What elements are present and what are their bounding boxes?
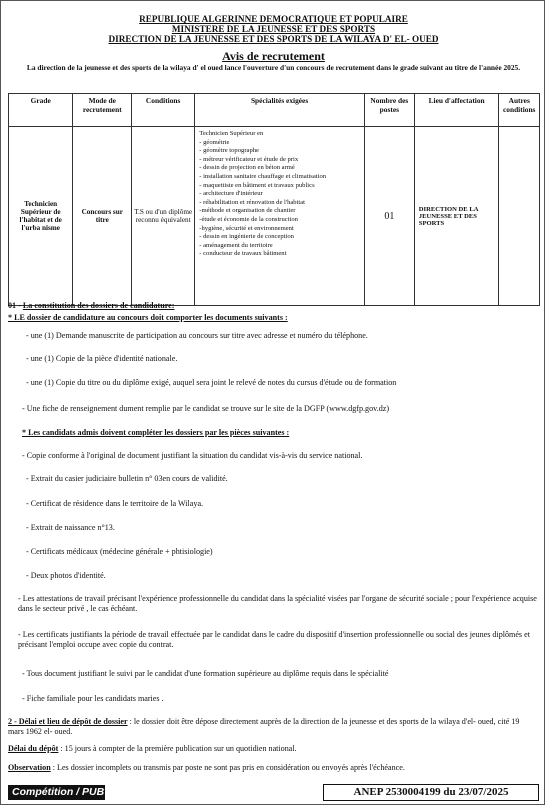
col-grade: Grade <box>9 94 73 127</box>
complement-item: - Deux photos d'identité. <box>26 571 106 580</box>
specialites-title: Technicien Supérieur en <box>199 130 264 137</box>
col-autres: Autres conditions <box>499 94 540 127</box>
header-direction: DIRECTION DE LA JEUNESSE ET DES SPORTS DE LA WILAYA D' EL- OUED <box>108 34 439 44</box>
specialite-item: - géométrie <box>199 138 230 146</box>
header-republic: REPUBLIQUE ALGERINNE DEMOCRATIQUE ET POPULAIRE <box>139 14 408 24</box>
complement-item: - Certificat de résidence dans le territoire de la Wilaya. <box>26 499 204 508</box>
cell-conditions: T.S ou d'un diplôme reconnu équivalent <box>132 127 195 306</box>
table-row <box>9 127 540 306</box>
specialite-item: -méthode et organisation de chantier <box>199 207 296 215</box>
recruitment-table <box>8 93 540 306</box>
specialite-item: - maquettiste en bâtiment et travaux publics <box>199 181 315 189</box>
complement-item: - Copie conforme à l'original de document justifiant la situation du candidat vis-à-vis du service national. <box>22 451 363 460</box>
complement-item: - Les certificats justifiants la période de travail effectuée par le candidat dans le cadre du dispositif d'insertion professionnelle ou social des jeunes diplômés et précisant l'emploi occupe avec copie du contrat. <box>18 630 530 649</box>
complement-item: - Extrait de naissance n°13. <box>26 523 115 532</box>
section-1-heading: 01 - La constitution des dossiers de candidature: <box>8 301 175 310</box>
doc-item: - une (1) Demande manuscrite de participation au concours sur titre avec adresse et numéro du téléphone. <box>26 331 368 340</box>
header-ministry: MINISTERE DE LA JEUNESSE ET DES SPORTS <box>171 24 376 34</box>
cell-postes: 01 <box>364 127 414 306</box>
specialite-item: - géomètre topographe <box>199 147 259 155</box>
specialite-item: - dessin de projection en béton armé <box>199 164 295 172</box>
anep-reference: ANEP 2530004199 du 23/07/2025 <box>323 784 539 801</box>
observation-label: Observation <box>8 763 51 772</box>
cell-lieu: DIRECTION DE LA JEUNESSE ET DES SPORTS <box>414 127 499 306</box>
delai-line <box>8 744 297 754</box>
col-conditions: Conditions <box>132 94 195 127</box>
cell-mode: Concours sur titre <box>73 127 132 306</box>
deposit-text: : le dossier doit être dépose directement auprès de la direction de la jeunesse et des sports de la wilaya d'el- oued, cité 19 mars 1962 el- oued. <box>8 717 520 736</box>
specialite-item: - dessin en ingénierie de conception <box>199 233 294 241</box>
specialite-item: -hygiène, sécurité et environnement <box>199 224 294 232</box>
specialite-item: - métreur vérificateur et étude de prix <box>199 155 299 163</box>
section-2-subheading: * Les candidats admis doivent compléter les dossiers par les pièces suivantes : <box>22 428 290 437</box>
cell-specialites <box>195 127 365 306</box>
cell-autres <box>499 127 540 306</box>
complement-item: - Extrait du casier judiciaire bulletin n° 03en cours de validité. <box>26 474 228 483</box>
intro-text: La direction de la jeunesse et des sports de la wilaya d' el oued lance l'ouverture d'un concours de recrutement dans le grade suivant au titre de l'année 2025. <box>26 63 521 72</box>
specialite-item: - aménagement du territoire <box>199 241 273 249</box>
competition-pub-tag: Compétition / PUB <box>8 785 105 800</box>
deposit-label: 2 - Délai et lieu de dépôt de dossier <box>8 717 128 726</box>
section-1-subheading: * LE dossier de candidature au concours doit comporter les documents suivants : <box>8 313 288 322</box>
specialite-item: -étude et économie de la construction <box>199 215 298 223</box>
delai-text: : 15 jours à compter de la première publication sur un quotidien national. <box>60 744 297 753</box>
complement-item: - Fiche familiale pour les candidats maries . <box>22 694 164 703</box>
specialite-item: - réhabilitation et rénovation de l'habitat <box>199 198 306 206</box>
delai-label: Délai du dépôt <box>8 744 59 753</box>
complement-item: - Les attestations de travail précisant l'expérience professionnelle du candidat dans la spécialité visées par l'organe de sécurité sociale ; pour l'expérience acquise dans le secteur privé , le cas échéant. <box>18 594 537 613</box>
specialite-item: - conducteur de travaux bâtiment <box>199 250 287 258</box>
deposit-paragraph <box>8 717 536 737</box>
observation-text: : Les dossier incomplets ou transmis par poste ne sont pas pris en considération ou envoyés après l'échéance. <box>50 763 405 772</box>
col-postes: Nombre des postes <box>364 94 414 127</box>
col-specialites: Spécialités exigées <box>195 94 365 127</box>
cell-grade: Technicien Supérieur de l'habitat et de l'urba nisme <box>9 127 73 306</box>
complement-item: - Certificats médicaux (médecine générale + phtisiologie) <box>26 547 213 556</box>
col-mode: Mode de recrutement <box>73 94 132 127</box>
doc-item: - Une fiche de renseignement dument remplie par le candidat se trouve sur le site de la DGFP (www.dgfp.gov.dz) <box>22 404 390 413</box>
doc-item: - une (1) Copie de la pièce d'identité nationale. <box>26 354 178 363</box>
page-title: Avis de recrutement <box>222 49 325 63</box>
section-1-title: La constitution des dossiers de candidature: <box>22 301 175 310</box>
complement-item: - Tous document justifiant le suivi par le candidat d'une formation supérieure au diplôme requis dans le spécialité <box>22 669 389 678</box>
col-lieu: Lieu d'affectation <box>414 94 499 127</box>
specialite-item: - architecture d'intérieur <box>199 190 263 198</box>
observation-line <box>8 763 405 773</box>
specialite-item: - installation sanitaire chauffage et climatisation <box>199 172 327 180</box>
doc-item: - une (1) Copie du titre ou du diplôme exigé, auquel sera joint le relevé de notes du cursus d'étude ou de formation <box>26 378 397 387</box>
